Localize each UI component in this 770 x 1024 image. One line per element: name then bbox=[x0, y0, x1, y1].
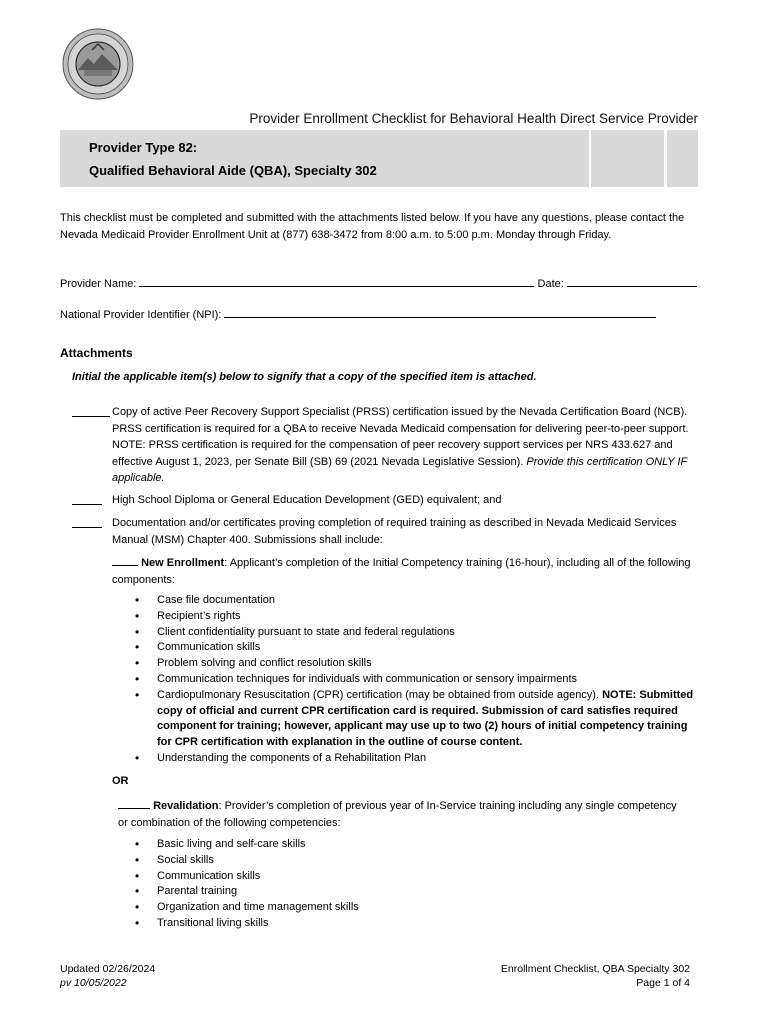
footer-title: Enrollment Checklist, QBA Specialty 302 bbox=[500, 963, 690, 975]
prss-item bbox=[112, 404, 697, 487]
list-item: • Client confidentiality pursuant to state and federal regulations bbox=[157, 625, 697, 641]
attachments-heading: Attachments bbox=[60, 346, 133, 360]
cpr-text: Cardiopulmonary Resuscitation (CPR) certification (may be obtained from outside agency). bbox=[157, 688, 600, 701]
initial-field-training[interactable] bbox=[72, 516, 102, 528]
attachments-instruction: Initial the applicable item(s) below to signify that a copy of the specified item is attached. bbox=[72, 371, 537, 383]
prss-item-note: Provide this certification ONLY IF applicable. bbox=[112, 455, 687, 484]
list-item: • Case file documentation bbox=[157, 593, 697, 609]
list-item: • Understanding the components of a Rehabilitation Plan bbox=[157, 751, 697, 767]
initial-field-revalidation[interactable] bbox=[118, 797, 150, 809]
page-number: Page 1 of 4 bbox=[636, 977, 690, 989]
provider-name-row bbox=[60, 275, 700, 290]
revalidation-label: Revalidation bbox=[153, 800, 219, 812]
list-item: • Problem solving and conflict resolution skills bbox=[157, 656, 697, 672]
diploma-item: High School Diploma or General Education Development (GED) equivalent; and bbox=[112, 494, 502, 506]
state-seal-logo bbox=[62, 28, 134, 100]
list-item: • Communication techniques for individuals with communication or sensory impairments bbox=[157, 672, 697, 688]
initial-field-new-enrollment[interactable] bbox=[112, 554, 138, 566]
cpr-note: NOTE: Submitted copy of official and current CPR certification card is required. Submission of card satisfies required component for training; however, applicant may use up to two (2) hours of initial competency training for CPR certification with explanation in the outline of course content. bbox=[157, 688, 694, 749]
new-enrollment-text: : Applicant’s completion of the Initial Competency training (16-hour), including all of the following components: bbox=[112, 557, 691, 586]
updated-date: Updated 02/26/2024 bbox=[60, 963, 156, 975]
list-item: • Recipient’s rights bbox=[157, 609, 697, 625]
previous-version-date: pv 10/05/2022 bbox=[60, 977, 127, 989]
or-label: OR bbox=[112, 775, 129, 787]
list-item: • Communication skills bbox=[157, 640, 697, 656]
revalidation-text: : Provider’s completion of previous year of In-Service training including any single competency or combination of the following competencies: bbox=[118, 800, 677, 829]
list-item: • Parental training bbox=[157, 884, 697, 900]
provider-name-field[interactable] bbox=[139, 275, 534, 287]
revalidation-list bbox=[157, 837, 697, 932]
provider-type-heading: Provider Type 82: bbox=[89, 140, 198, 155]
prss-item-text: Copy of active Peer Recovery Support Specialist (PRSS) certification issued by the Nevada Certification Board (NCB). PRSS certification is required for a QBA to receive Nevada Medicaid compensation for delivering peer-to-peer support. NOTE: PRSS certification is required for the compensation of peer recovery support services per NRS 433.627 and effective August 1, 2023, per Senate Bill (SB) 69 (2021 Nevada Legislative Session). bbox=[112, 406, 689, 468]
header-divider bbox=[664, 130, 667, 187]
date-label: Date: bbox=[537, 278, 564, 290]
provider-name-label: Provider Name: bbox=[60, 278, 137, 290]
list-item: • Basic living and self-care skills bbox=[157, 837, 697, 853]
new-enrollment-list bbox=[157, 593, 697, 767]
date-field[interactable] bbox=[567, 275, 697, 287]
qualified-heading: Qualified Behavioral Aide (QBA), Specialty 302 bbox=[89, 163, 377, 178]
header-band bbox=[60, 130, 698, 187]
new-enrollment-label: New Enrollment bbox=[141, 557, 225, 569]
list-item: • Organization and time management skills bbox=[157, 900, 697, 916]
list-item: • Transitional living skills bbox=[157, 916, 697, 932]
list-item: • Social skills bbox=[157, 853, 697, 869]
revalidation-paragraph bbox=[118, 797, 678, 831]
intro-paragraph: This checklist must be completed and submitted with the attachments listed below. If you have any questions, please contact the Nevada Medicaid Provider Enrollment Unit at (877) 638-3472 from 8:00 a.m. to 5:00 p.m. Monday through Friday. bbox=[60, 212, 685, 241]
initial-field-diploma[interactable] bbox=[72, 493, 102, 505]
footer-right bbox=[400, 962, 690, 990]
document-title: Provider Enrollment Checklist for Behavioral Health Direct Service Provider bbox=[249, 111, 698, 126]
header-divider bbox=[589, 130, 591, 187]
npi-row bbox=[60, 306, 700, 321]
new-enrollment-paragraph bbox=[112, 554, 697, 588]
footer-left bbox=[60, 962, 155, 990]
initial-field-prss[interactable] bbox=[72, 405, 110, 417]
list-item-cpr bbox=[157, 688, 697, 751]
list-item: • Communication skills bbox=[157, 869, 697, 885]
training-item: Documentation and/or certificates proving completion of required training as described in Nevada Medicaid Services Manual (MSM) Chapter 400. Submissions shall include: bbox=[112, 517, 677, 546]
npi-label: National Provider Identifier (NPI): bbox=[60, 309, 222, 321]
npi-field[interactable] bbox=[224, 306, 656, 318]
